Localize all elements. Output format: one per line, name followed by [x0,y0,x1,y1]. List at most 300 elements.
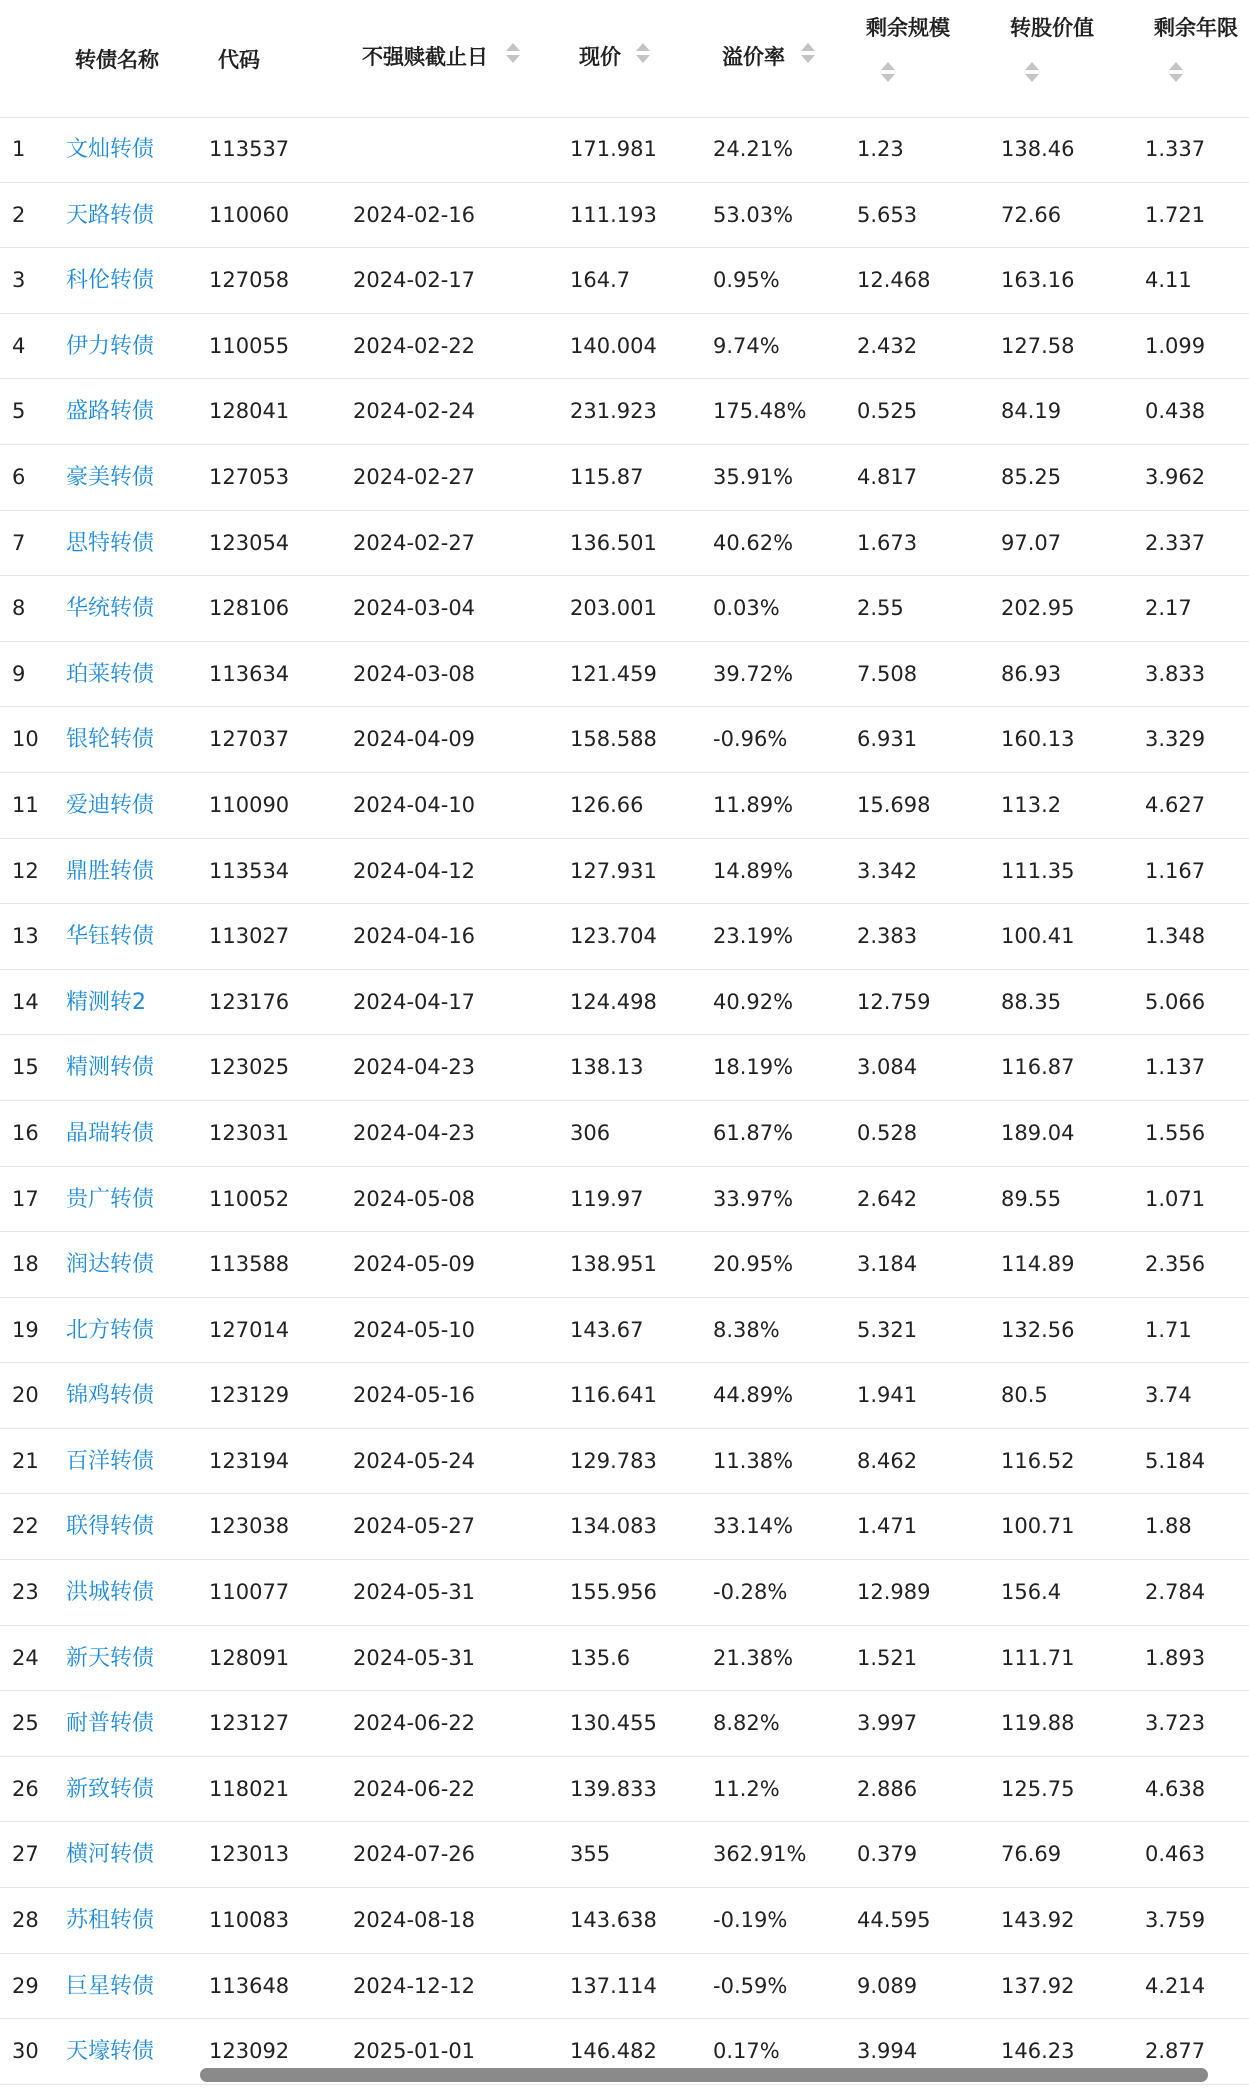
bond-name-link[interactable]: 盛路转债 [66,399,155,425]
sort-icon[interactable] [801,43,815,67]
row-index: 24 [12,1645,39,1670]
table-row [0,1035,1249,1101]
price: 231.923 [570,399,657,424]
conversion-value: 189.04 [1001,1120,1075,1145]
table-row [0,1232,1249,1298]
header-conv-value[interactable]: 转股价值 [1010,16,1094,40]
remaining-years: 4.627 [1145,792,1206,817]
bond-name-link[interactable]: 华钰转债 [66,924,155,950]
bond-code: 113634 [209,661,290,686]
premium-rate: 39.72% [713,661,794,686]
row-index: 29 [12,1973,39,1998]
header-remaining-years[interactable]: 剩余年限 [1154,16,1238,40]
price: 127.931 [570,858,657,883]
remaining-years: 0.463 [1145,1842,1206,1867]
price: 164.7 [570,268,631,293]
conversion-value: 114.89 [1001,1252,1075,1277]
remaining-size: 15.698 [857,792,931,817]
row-index: 11 [12,792,39,817]
premium-rate: 0.95% [713,268,780,293]
table-row [0,248,1249,314]
bond-code: 123054 [209,530,290,555]
row-index: 26 [12,1776,39,1801]
table-row [0,773,1249,839]
bond-code: 123025 [209,1055,290,1080]
bond-name-link[interactable]: 锦鸡转债 [66,1383,155,1409]
header-code: 代码 [218,48,260,72]
premium-rate: 11.38% [713,1448,794,1473]
row-index: 27 [12,1842,39,1867]
price: 134.083 [570,1514,657,1539]
premium-rate: 9.74% [713,333,780,358]
bond-name-link[interactable]: 巨星转债 [66,1973,155,1999]
row-index: 21 [12,1448,39,1473]
conversion-value: 138.46 [1001,137,1075,161]
redeem-date: 2024-02-16 [353,202,476,227]
bond-name-link[interactable]: 科伦转债 [66,268,155,294]
row-index: 17 [12,1186,39,1211]
premium-rate: 61.87% [713,1120,794,1145]
price: 129.783 [570,1448,657,1473]
premium-rate: 18.19% [713,1055,794,1080]
remaining-years: 0.438 [1145,399,1206,424]
row-index: 20 [12,1383,39,1408]
premium-rate: 44.89% [713,1383,794,1408]
redeem-date: 2024-02-17 [353,268,476,293]
bond-name-link[interactable]: 天壕转债 [66,2039,155,2065]
premium-rate: 175.48% [713,399,807,424]
sort-icon[interactable] [636,43,650,67]
redeem-date: 2024-05-10 [353,1317,476,1342]
price: 306 [570,1120,611,1145]
bond-code: 127053 [209,464,290,489]
price: 143.67 [570,1317,644,1342]
row-index: 5 [12,399,26,424]
conversion-value: 202.95 [1001,596,1075,621]
remaining-years: 1.099 [1145,333,1206,358]
row-index: 4 [12,333,26,358]
redeem-date: 2024-02-24 [353,399,476,424]
row-index: 15 [12,1055,39,1080]
table-row [0,1429,1249,1495]
premium-rate: -0.96% [713,727,788,752]
premium-rate: 8.38% [713,1317,780,1342]
row-index: 8 [12,596,26,621]
remaining-years: 4.638 [1145,1776,1206,1801]
remaining-years: 1.88 [1145,1514,1192,1539]
price: 130.455 [570,1711,657,1736]
bond-name-link[interactable]: 润达转债 [66,1252,155,1278]
premium-rate: 8.82% [713,1711,780,1736]
bond-code: 113027 [209,924,290,949]
table-row [0,117,1249,183]
premium-rate: 0.03% [713,596,780,621]
price: 116.641 [570,1383,657,1408]
redeem-date: 2025-01-01 [353,2039,476,2064]
remaining-years: 1.337 [1145,137,1206,161]
bond-code: 123092 [209,2039,290,2064]
remaining-size: 1.521 [857,1645,918,1670]
redeem-date: 2024-04-10 [353,792,476,817]
bond-code: 128091 [209,1645,290,1670]
conversion-value: 85.25 [1001,464,1062,489]
redeem-date: 2024-04-23 [353,1055,476,1080]
price: 139.833 [570,1776,657,1801]
row-index: 16 [12,1120,39,1145]
table-header [0,0,1249,117]
row-index: 28 [12,1908,39,1933]
redeem-date: 2024-12-12 [353,1973,476,1998]
bond-code: 113588 [209,1252,290,1277]
conversion-value: 156.4 [1001,1580,1062,1605]
remaining-size: 8.462 [857,1448,918,1473]
redeem-date: 2024-04-09 [353,727,476,752]
bond-name-link[interactable]: 爱迪转债 [66,792,155,818]
remaining-years: 2.877 [1145,2039,1206,2064]
table-row [0,970,1249,1036]
conversion-value: 97.07 [1001,530,1062,555]
bond-code: 110090 [209,792,290,817]
bond-name-link[interactable]: 新天转债 [66,1645,155,1671]
remaining-size: 1.673 [857,530,918,555]
bond-code: 127014 [209,1317,290,1342]
row-index: 2 [12,202,26,227]
row-index: 30 [12,2039,39,2064]
sort-icon[interactable] [1169,62,1183,86]
redeem-date: 2024-05-27 [353,1514,476,1539]
redeem-date: 2024-05-24 [353,1448,476,1473]
remaining-years: 3.329 [1145,727,1206,752]
remaining-size: 2.383 [857,924,918,949]
row-index: 14 [12,989,39,1014]
remaining-size: 1.471 [857,1514,918,1539]
table-row [0,1691,1249,1757]
bond-code: 123129 [209,1383,290,1408]
remaining-size: 12.468 [857,268,931,293]
remaining-years: 1.137 [1145,1055,1206,1080]
table-row [0,642,1249,708]
bond-code: 123031 [209,1120,290,1145]
bond-code: 123176 [209,989,290,1014]
price: 171.981 [570,137,657,161]
premium-rate: -0.28% [713,1580,788,1605]
bond-name-link[interactable]: 苏租转债 [66,1908,155,1934]
remaining-years: 3.833 [1145,661,1206,686]
bond-name-link[interactable]: 华统转债 [66,596,155,622]
remaining-size: 6.931 [857,727,918,752]
remaining-size: 0.528 [857,1120,918,1145]
remaining-years: 1.71 [1145,1317,1192,1342]
conversion-value: 76.69 [1001,1842,1062,1867]
remaining-size: 0.379 [857,1842,918,1867]
table-row [0,379,1249,445]
premium-rate: 21.38% [713,1645,794,1670]
header-remaining-size[interactable]: 剩余规模 [866,16,950,40]
conversion-value: 113.2 [1001,792,1062,817]
bond-name-link[interactable]: 精测转2 [66,989,146,1015]
bond-code: 110083 [209,1908,290,1933]
row-divider [0,2084,1249,2085]
redeem-date: 2024-04-16 [353,924,476,949]
remaining-years: 5.066 [1145,989,1206,1014]
remaining-size: 5.321 [857,1317,918,1342]
remaining-years: 3.962 [1145,464,1206,489]
sort-icon[interactable] [506,43,520,67]
price: 158.588 [570,727,657,752]
bond-name-link[interactable]: 洪城转债 [66,1580,155,1606]
redeem-date: 2024-05-31 [353,1580,476,1605]
premium-rate: 40.62% [713,530,794,555]
row-index: 23 [12,1580,39,1605]
bond-code: 113534 [209,858,290,883]
redeem-date: 2024-02-22 [353,333,476,358]
bond-name-link[interactable]: 百洋转债 [66,1448,155,1474]
conversion-value: 132.56 [1001,1317,1075,1342]
remaining-size: 1.23 [857,137,904,161]
conversion-value: 88.35 [1001,989,1062,1014]
row-index: 1 [12,137,26,161]
bond-code: 123127 [209,1711,290,1736]
bond-name-link[interactable]: 联得转债 [66,1514,155,1540]
conversion-value: 84.19 [1001,399,1062,424]
remaining-size: 4.817 [857,464,918,489]
table-row [0,1954,1249,2020]
price: 140.004 [570,333,657,358]
premium-rate: 53.03% [713,202,794,227]
conversion-value: 72.66 [1001,202,1062,227]
redeem-date: 2024-04-23 [353,1120,476,1145]
bond-code: 113648 [209,1973,290,1998]
remaining-years: 2.356 [1145,1252,1206,1277]
table-row [0,1560,1249,1626]
price: 355 [570,1842,611,1867]
remaining-years: 3.759 [1145,1908,1206,1933]
bond-code: 127058 [209,268,290,293]
price: 135.6 [570,1645,631,1670]
premium-rate: 40.92% [713,989,794,1014]
bond-name-link[interactable]: 耐普转债 [66,1711,155,1737]
remaining-years: 4.214 [1145,1973,1206,1998]
redeem-date: 2024-05-16 [353,1383,476,1408]
remaining-years: 1.071 [1145,1186,1206,1211]
row-index: 25 [12,1711,39,1736]
premium-rate: 35.91% [713,464,794,489]
redeem-date: 2024-04-17 [353,989,476,1014]
redeem-date: 2024-06-22 [353,1711,476,1736]
premium-rate: 0.17% [713,2039,780,2064]
bond-name-link[interactable]: 新致转债 [66,1776,155,1802]
premium-rate: 33.97% [713,1186,794,1211]
remaining-size: 44.595 [857,1908,931,1933]
conversion-value: 163.16 [1001,268,1075,293]
redeem-date: 2024-03-04 [353,596,476,621]
remaining-size: 2.55 [857,596,904,621]
row-index: 9 [12,661,26,686]
redeem-date: 2024-05-08 [353,1186,476,1211]
header-redeem-date[interactable]: 不强赎截止日 [362,45,488,69]
table-row [0,1298,1249,1364]
table-row [0,445,1249,511]
redeem-date: 2024-02-27 [353,530,476,555]
price: 146.482 [570,2039,657,2064]
table-row [0,904,1249,970]
bond-code: 127037 [209,727,290,752]
row-index: 12 [12,858,39,883]
header-premium[interactable]: 溢价率 [722,45,785,69]
bond-name-link[interactable]: 伊力转债 [66,333,155,359]
bond-name-link[interactable]: 鼎胜转债 [66,858,155,884]
remaining-years: 1.893 [1145,1645,1206,1670]
remaining-size: 9.089 [857,1973,918,1998]
conversion-value: 111.35 [1001,858,1075,883]
table-row [0,576,1249,642]
table-row [0,1101,1249,1167]
price: 155.956 [570,1580,657,1605]
price: 203.001 [570,596,657,621]
table-body [0,117,1249,2085]
premium-rate: 20.95% [713,1252,794,1277]
bond-code: 110060 [209,202,290,227]
bond-name-link[interactable]: 横河转债 [66,1842,155,1868]
remaining-years: 1.348 [1145,924,1206,949]
conversion-value: 80.5 [1001,1383,1048,1408]
conversion-value: 160.13 [1001,727,1075,752]
redeem-date: 2024-05-09 [353,1252,476,1277]
table-row [0,1626,1249,1692]
bond-name-link[interactable]: 天路转债 [66,202,155,228]
remaining-size: 1.941 [857,1383,918,1408]
remaining-size: 5.653 [857,202,918,227]
remaining-size: 7.508 [857,661,918,686]
price: 123.704 [570,924,657,949]
bond-code: 128041 [209,399,290,424]
bond-code: 110077 [209,1580,290,1605]
bond-code: 123194 [209,1448,290,1473]
conversion-value: 125.75 [1001,1776,1075,1801]
header-name: 转债名称 [75,48,159,72]
table-row [0,1888,1249,1954]
bond-name-link[interactable]: 精测转债 [66,1055,155,1081]
remaining-size: 3.994 [857,2039,918,2064]
price: 111.193 [570,202,657,227]
redeem-date: 2024-08-18 [353,1908,476,1933]
table-row [0,511,1249,577]
price: 138.13 [570,1055,644,1080]
conversion-value: 89.55 [1001,1186,1062,1211]
remaining-size: 12.759 [857,989,931,1014]
conversion-value: 111.71 [1001,1645,1075,1670]
bond-name-link[interactable]: 珀莱转债 [66,661,155,687]
conversion-value: 143.92 [1001,1908,1075,1933]
remaining-size: 2.432 [857,333,918,358]
remaining-size: 3.342 [857,858,918,883]
bond-name-link[interactable]: 银轮转债 [66,727,155,753]
remaining-size: 3.084 [857,1055,918,1080]
horizontal-scrollbar[interactable] [200,2068,1208,2082]
remaining-years: 3.74 [1145,1383,1192,1408]
sort-icon[interactable] [881,62,895,86]
remaining-size: 2.886 [857,1776,918,1801]
remaining-years: 1.721 [1145,202,1206,227]
premium-rate: 11.89% [713,792,794,817]
remaining-size: 3.997 [857,1711,918,1736]
table-row [0,183,1249,249]
bond-code: 128106 [209,596,290,621]
premium-rate: -0.59% [713,1973,788,1998]
bond-name-link[interactable]: 豪美转债 [66,464,155,490]
bond-name-link[interactable]: 思特转债 [66,530,155,556]
conversion-value: 116.52 [1001,1448,1075,1473]
price: 143.638 [570,1908,657,1933]
table-row [0,1822,1249,1888]
remaining-years: 4.11 [1145,268,1192,293]
table-row [0,314,1249,380]
bond-code: 113537 [209,137,290,161]
row-index: 10 [12,727,39,752]
redeem-date: 2024-04-12 [353,858,476,883]
price: 119.97 [570,1186,644,1211]
row-index: 18 [12,1252,39,1277]
premium-rate: 24.21% [713,137,794,161]
conversion-value: 146.23 [1001,2039,1075,2064]
row-index: 3 [12,268,26,293]
remaining-size: 3.184 [857,1252,918,1277]
premium-rate: 11.2% [713,1776,780,1801]
bond-code: 123038 [209,1514,290,1539]
sort-icon[interactable] [1025,62,1039,86]
bond-name-link[interactable]: 文灿转债 [66,137,155,162]
price: 121.459 [570,661,657,686]
conversion-value: 100.71 [1001,1514,1075,1539]
remaining-years: 1.556 [1145,1120,1206,1145]
bond-name-link[interactable]: 北方转债 [66,1317,155,1343]
table-row [0,1757,1249,1823]
price: 138.951 [570,1252,657,1277]
conversion-value: 86.93 [1001,661,1062,686]
row-index: 13 [12,924,39,949]
table-row [0,707,1249,773]
row-index: 19 [12,1317,39,1342]
bond-code: 110055 [209,333,290,358]
remaining-size: 0.525 [857,399,918,424]
remaining-years: 5.184 [1145,1448,1206,1473]
row-index: 6 [12,464,26,489]
price: 124.498 [570,989,657,1014]
bond-code: 118021 [209,1776,290,1801]
remaining-years: 1.167 [1145,858,1206,883]
conversion-value: 127.58 [1001,333,1075,358]
price: 115.87 [570,464,644,489]
redeem-date: 2024-05-31 [353,1645,476,1670]
bond-name-link[interactable]: 贵广转债 [66,1186,155,1212]
row-index: 22 [12,1514,39,1539]
table-row [0,1363,1249,1429]
bond-name-link[interactable]: 晶瑞转债 [66,1120,155,1146]
premium-rate: 23.19% [713,924,794,949]
premium-rate: 33.14% [713,1514,794,1539]
premium-rate: -0.19% [713,1908,788,1933]
table-row [0,839,1249,905]
header-price[interactable]: 现价 [579,45,621,69]
redeem-date: 2024-06-22 [353,1776,476,1801]
premium-rate: 362.91% [713,1842,807,1867]
conversion-value: 137.92 [1001,1973,1075,1998]
price: 126.66 [570,792,644,817]
row-index: 7 [12,530,26,555]
premium-rate: 14.89% [713,858,794,883]
remaining-years: 2.784 [1145,1580,1206,1605]
redeem-date: 2024-07-26 [353,1842,476,1867]
